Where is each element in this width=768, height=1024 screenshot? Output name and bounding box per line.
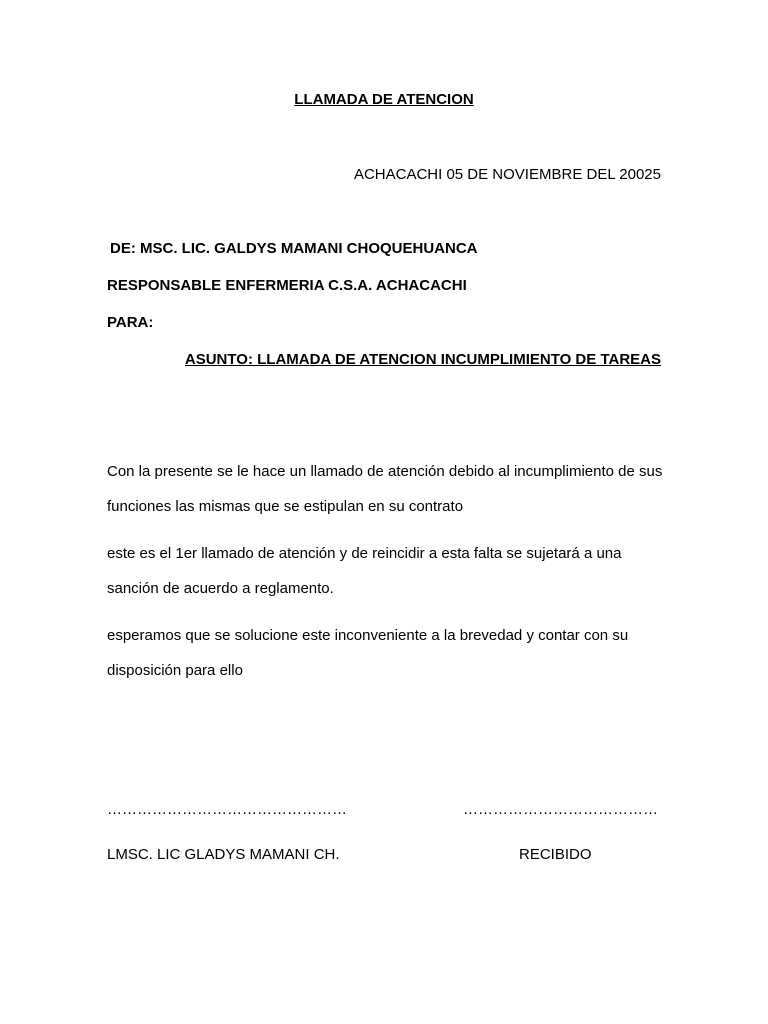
to-line: PARA: [107,314,154,331]
letter-title: LLAMADA DE ATENCION [294,91,474,108]
signature-line-recipient: ………………………………… [463,801,658,818]
from-line: DE: MSC. LIC. GALDYS MAMANI CHOQUEHUANCA [110,240,478,257]
signature-name-recipient: RECIBIDO [519,846,592,863]
signature-name-sender: LMSC. LIC GLADYS MAMANI CH. [107,846,340,863]
body-paragraph-1: Con la presente se le hace un llamado de atención debido al incumplimiento de sus funciones las mismas que se estipulan en su contrato [107,463,663,515]
body-paragraph-3: esperamos que se solucione este inconveniente a la brevedad y contar con su disposición para ello [107,627,629,679]
place-date: ACHACACHI 05 DE NOVIEMBRE DEL 20025 [353,166,661,183]
signature-line-sender: ………………………………………… [107,801,347,818]
subject-line: ASUNTO: LLAMADA DE ATENCION INCUMPLIMIENTO DE TAREAS [184,351,661,368]
role-line: RESPONSABLE ENFERMERIA C.S.A. ACHACACHI [107,277,467,294]
body-paragraph-2: este es el 1er llamado de atención y de reincidir a esta falta se sujetará a una sanción de acuerdo a reglamento. [107,545,622,597]
